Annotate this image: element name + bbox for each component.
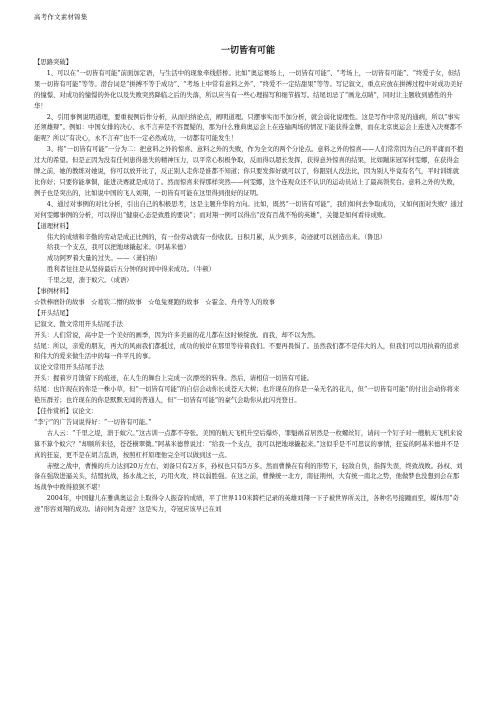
section-line: 【道理材料】 [34, 222, 73, 230]
body-paragraph: 古人云：“千里之堤，溃于蚁穴。”这古训一点都不夸张。美国的航天飞机升空后爆炸，罪魁祸首居然是一枚螺丝钉，请问一个钉子对一艘航天飞机来说算不算个蚁穴？“却顺所来径，苍苍横翠微。”阿基米德曾说过：“给我一个支点，我可以把地球撬起来。”这似乎是不可思议的事情，狂妄的阿基米德并不是真的狂妄，更不是在胡言乱语，按照杠杆原理他完全可以做到这一点。 [34, 429, 463, 459]
body-paragraph: 2004年，中国健儿在雅典奥运会上取得令人振奋的成绩，平了世界110米跨栏记录的英雄刘翔一下子被世界所关注，各种名号接踵而至，媒体用“奇迹”形容刘翔的成功。请问何为奇迹？这是实力，夺冠应该早已在刘 [34, 495, 459, 514]
section-line: 议论文常用开头结尾手法 [34, 364, 104, 372]
section-line: 结尾：也许现在的你是一株小草，但“一切皆有可能”的自信会动你长成苍天大树；也许现在的你是一朵无名的花儿，但“一切皆有可能”的付出会动你将来艳压群芳；也许现在的你是默默无闻的普通人，但“一切皆有可能”的豪气会助你从此闪亮登日。 [34, 386, 460, 405]
section-line: 【佳作赏析】议论文： [34, 408, 98, 415]
section-line: 结尾：所以，亲爱的朋友，再大的风雨我们都抵过，成功的彼岸在那里等待着我们。不要再畏惧了。虽然我们都不是伟大的人，但我们可以用执着的追求和伟大的爱来做生活中的每一件平凡的事。 [34, 342, 460, 361]
section-line: ☆铁棒磨针的故事 ☆葛钦二懵的故事 ☆龟兔赛跑的故事 ☆霍金、舟舟等人的故事 [34, 298, 276, 306]
section-line: 记叙文、散文常用开头结尾手法 [34, 320, 123, 328]
page-header: 高考作文素材锦集 [34, 13, 88, 21]
quote-line: 成功阿罗着大量的过失。——（萧伯纳） [47, 255, 162, 263]
section-line: 【开头结尾】 [34, 309, 73, 317]
article-body [34, 58, 464, 516]
quote-line: 胜利者往往是从坚持最后五分钟的时间中得来成功。（牛顿） [47, 266, 216, 274]
section-line: 【事例材料】 [34, 288, 73, 296]
body-paragraph: 1、可以在“一切皆有可能”前面加定语，与生活中的现象牵线搭桥。比如“奥运赛场上，一切皆有可能”、“考场上，一切皆有可能”、“终爱子女，但结果一切皆有可能”等等。潜台词是“拼搏不等于成功”、“考场上中常有意料之外”、“终爱不一定结甜果”等等。写记叙文，重点应放在拼搏过程中对成功美好的憧憬、对成功的憧憬的外化以及失败突然降临之后的失落，所以应当有一些心理描写和细节描写。结尾切忌了“画龙点睛”，同时让主题收到感性的升华！ [34, 69, 463, 110]
body-paragraph: 伟大的成绩和辛勤的劳动是成正比例的，有一份劳动就有一份收获。日积月累，从少到多，奇迹就可以创造出来。（鲁迅） [46, 233, 387, 241]
page-title: 一切皆有可能 [220, 46, 275, 56]
section-line: 开头：人们常说，高中是一个美好的画季，因为许多美丽的花儿都在这时候绽放。而我，却不以为然。 [34, 331, 320, 339]
body-paragraph: 赤壁之战中，曹操的兵力达到20万左右，刘备只有2万多，孙权也只有5万多。然而曹操在有利的形势下，轻敌自负，指挥失误，终致战败。孙权、刘备在强敌进逼关头，结盟抗战，扬水战之长，巧用火攻，终以弱胜强。在这之前，曹操统一北方，南征荆州，大有统一南北之势，他做梦也没想到会在那场战争中败得狼狈不堪！ [34, 462, 463, 492]
body-paragraph: 2、引用事例说明道理，要重视例后作分析，从而归纳论点，阐明道理。只摆事实而不加分析，就会弱化说理性。这是写作中常见的通病，所以“事实还须雄辩”。例如：中国女排的决心、永不言弃是不容置疑的，那为什么雅典奥运会上在连输两场的情况下能获得金牌，而在北京奥运会上连进入决赛都不能呢？所以“有决心，永不言弃”也不一定必然成功，一切都有可能发生！ [34, 113, 463, 143]
quote-line: 给我一个支点，我可以把地球撬起来。（阿基米德） [47, 244, 190, 252]
section-line: 【思路突破】 [34, 59, 73, 66]
body-paragraph: 3、将“一切皆有可能”一分为二：把意料之外的惊喜、意料之外的失败，作为全文的两个分论点。意料之外的惊喜——人们常常因为自己的平庸而不抱过大的希望。但是正因为没有任何患得患失的精神压力，以平常心积极争取，反而得以超长发挥，获得意外惊喜的结果，比如蹦床冠军何雯娜，在获得金牌之前，她的教练对她说，你可以放开比了，反正别人走你是谁都不知道；你只要发挥好就可以了，你跟别人没法比，因为别人毕竟有名气，平时训练就比你好；只要你能拿铜，能进决赛就是成功了。然而惊喜来得那样突然——何雯娜，这个连观众还不认识的运动员站上了最高领奖台。意料之外的失败，例子也是突出的，比如说中国的飞人刘翔，一切皆有可能在这里得到很好的证明。 [34, 146, 464, 197]
body-paragraph: 4、通过对事例的对比分析，引出自己的积极思考，这是主题升华的方向。比如，既然“一切皆有可能”，我们如何去争取成功，又如何面对失败？通过对何雯娜事例的分析，可以得出“健康心态是致胜的要诀”；而对翔一例可以得出“没有百战不殆的英雄”，关键是如何看待成败。 [34, 200, 464, 219]
quote-line: 千里之堤，溃于蚁穴。（成语） [47, 277, 133, 285]
section-line: 开头：握着岁月馈留下的痕迹，在人生的舞台上完成一次漂亮的转身。然后，请相信一切皆有可能。 [34, 375, 314, 383]
section-line: “李宁”的广告词说得好：“一切皆有可能。” [34, 418, 152, 426]
